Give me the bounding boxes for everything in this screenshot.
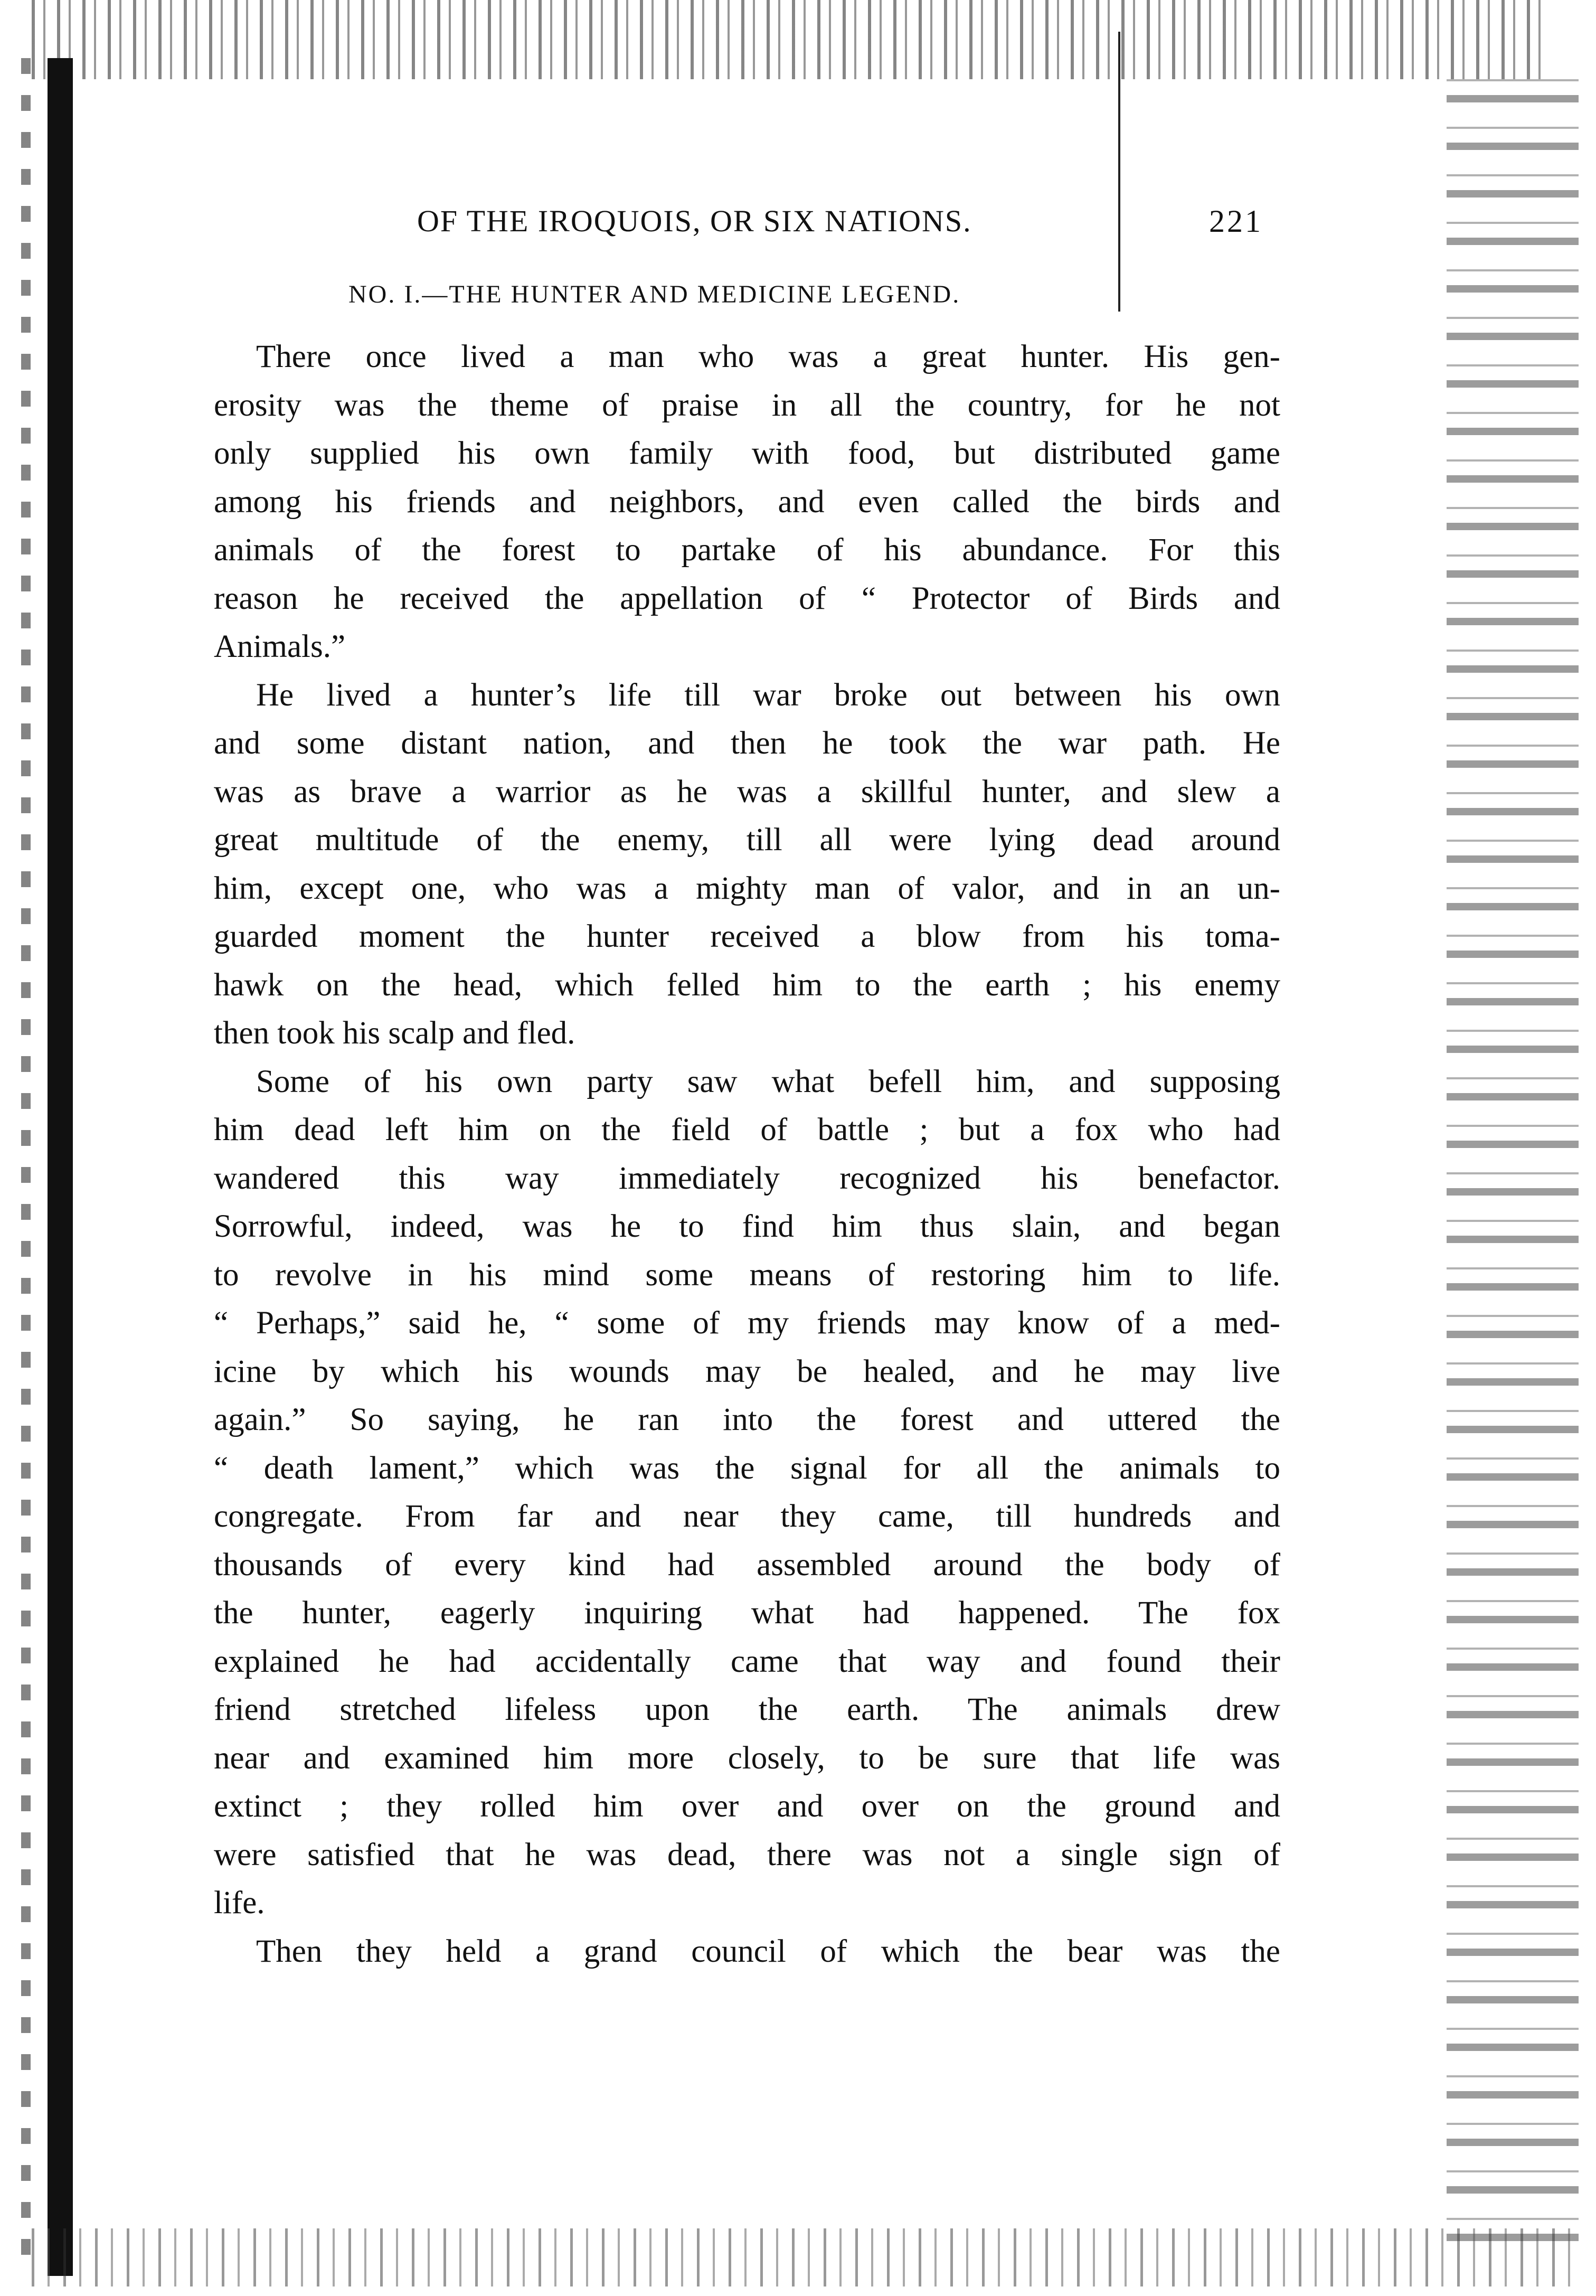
text-line: erosity was the theme of praise in all the country, for he not (214, 387, 1280, 423)
text-line: life. (214, 1885, 265, 1921)
text-line: friend stretched lifeless upon the earth. The animals drew (214, 1692, 1280, 1727)
scan-edge-bottom (32, 2228, 1573, 2286)
scan-fold-line (1118, 32, 1120, 312)
text-line: “ death lament,” which was the signal for all the animals to (214, 1450, 1280, 1486)
text-line: reason he received the appellation of “ Protector of Birds and (214, 580, 1280, 616)
text-line: were satisfied that he was dead, there was not a single sign of (214, 1837, 1280, 1872)
body-text (214, 333, 1280, 1975)
text-line: was as brave a warrior as he was a skillful hunter, and slew a (214, 774, 1280, 810)
text-line: him dead left him on the field of battle ; but a fox who had (214, 1112, 1280, 1147)
text-line: wandered this way immediately recognized his benefactor. (214, 1160, 1280, 1196)
scan-edge-left-binding (48, 58, 73, 2276)
section-title: NO. I.—THE HUNTER AND MEDICINE LEGEND. (348, 280, 961, 308)
text-line: only supplied his own family with food, but distributed game (214, 436, 1280, 471)
text-line: Animals.” (214, 629, 346, 664)
text-line: “ Perhaps,” said he, “ some of my friends may know of a med- (214, 1305, 1280, 1341)
page-number: 221 (1209, 204, 1263, 239)
text-line: Some of his own party saw what befell him, and supposing (256, 1064, 1280, 1099)
text-line: to revolve in his mind some means of restoring him to life. (214, 1257, 1280, 1293)
text-line: guarded moment the hunter received a blow from his toma- (214, 919, 1280, 954)
text-line: congregate. From far and near they came, till hundreds and (214, 1499, 1280, 1534)
text-line: animals of the forest to partake of his abundance. For this (214, 532, 1280, 568)
text-line: explained he had accidentally came that way and found their (214, 1643, 1280, 1679)
text-line: and some distant nation, and then he took the war path. He (214, 726, 1280, 761)
text-line: hawk on the head, which felled him to the earth ; his enemy (214, 967, 1280, 1003)
scan-edge-top (32, 0, 1552, 79)
text-line: thousands of every kind had assembled around the body of (214, 1547, 1280, 1583)
text-line: near and examined him more closely, to be sure that life was (214, 1740, 1280, 1776)
scan-edge-right (1447, 79, 1579, 2244)
scan-edge-left-speckle (21, 58, 31, 2276)
text-line: extinct ; they rolled him over and over on the ground and (214, 1789, 1280, 1824)
text-line: then took his scalp and fled. (214, 1015, 575, 1051)
text-line: icine by which his wounds may be healed, and he may live (214, 1353, 1280, 1389)
text-line: among his friends and neighbors, and even called the birds and (214, 484, 1280, 520)
text-line: the hunter, eagerly inquiring what had happened. The fox (214, 1595, 1280, 1631)
running-head: OF THE IROQUOIS, OR SIX NATIONS. (417, 204, 972, 238)
text-line: There once lived a man who was a great hunter. His gen- (256, 339, 1280, 374)
text-line: He lived a hunter’s life till war broke out between his own (256, 677, 1280, 713)
text-line: Sorrowful, indeed, was he to find him thus slain, and began (214, 1209, 1280, 1244)
text-line: great multitude of the enemy, till all were lying dead around (214, 822, 1280, 858)
text-line: Then they held a grand council of which the bear was the (256, 1933, 1280, 1969)
text-line: him, except one, who was a mighty man of valor, and in an un- (214, 870, 1280, 906)
text-line: again.” So saying, he ran into the forest and uttered the (214, 1402, 1280, 1437)
